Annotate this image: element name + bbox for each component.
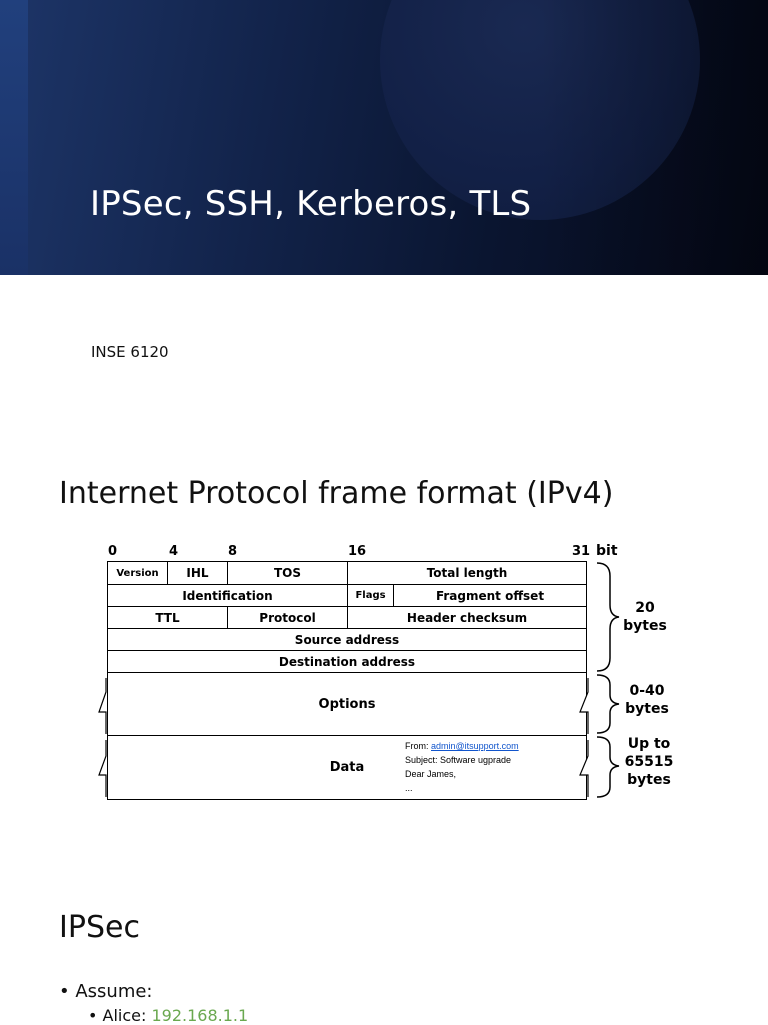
field-total-length: Total length: [426, 566, 508, 580]
email-from-line: [405, 739, 519, 753]
field-options: Options: [318, 696, 376, 712]
email-from-label: From:: [405, 741, 431, 751]
brace-label-line: bytes: [623, 618, 667, 634]
alice-label: Alice:: [102, 1006, 152, 1025]
brace-label-header: [622, 599, 668, 635]
email-from-link[interactable]: admin@itsupport.com: [431, 741, 519, 751]
field-protocol: Protocol: [228, 607, 348, 628]
field-ihl: IHL: [168, 562, 228, 584]
brace-label-data: [622, 735, 676, 789]
field-fragment-offset: Fragment offset: [435, 588, 545, 603]
brace-label-options: [622, 682, 672, 718]
brace-header: [597, 563, 619, 671]
field-destination-address: Destination address: [278, 654, 416, 669]
brace-label-line: bytes: [627, 772, 671, 788]
field-source-address: Source address: [294, 632, 400, 647]
brace-label-line: 20: [635, 600, 655, 616]
field-flags: Flags: [348, 585, 394, 606]
right-break-mark: [580, 740, 588, 797]
bit-number: 31: [572, 544, 591, 559]
email-subject: Subject: Software ugprade: [405, 755, 512, 765]
field-header-checksum: Header checksum: [406, 610, 528, 625]
bullet-text: Assume:: [75, 981, 153, 1002]
bit-unit-label: bit: [596, 543, 618, 559]
brace-label-line: 65515: [624, 754, 674, 770]
email-payload: [405, 739, 519, 795]
presentation-title: IPSec, SSH, Kerberos, TLS: [90, 184, 532, 224]
email-ellipsis: ...: [405, 783, 413, 793]
left-break-mark: [99, 740, 106, 797]
left-break-mark: [99, 678, 106, 734]
field-data: Data: [329, 760, 365, 775]
bit-number: 4: [169, 544, 179, 559]
bit-number: 0: [108, 544, 118, 559]
field-tos: TOS: [228, 562, 348, 584]
ipsec-slide-title: IPSec: [59, 910, 140, 945]
field-version: Version: [108, 562, 168, 584]
brace-label-line: Up to: [627, 736, 671, 752]
bullet-assume: • Assume:: [59, 981, 153, 1002]
alice-ip: 192.168.1.1: [151, 1006, 249, 1025]
course-code: INSE 6120: [91, 343, 169, 361]
field-ttl: TTL: [108, 607, 228, 628]
brace-label-line: 0-40: [629, 683, 665, 699]
bit-number: 8: [228, 544, 238, 559]
brace-options: [597, 675, 619, 733]
field-identification: Identification: [108, 585, 348, 606]
email-greeting: Dear James,: [405, 769, 457, 779]
bullet-alice: • Alice: 192.168.1.1: [88, 1006, 249, 1025]
brace-data: [597, 737, 619, 797]
brace-label-line: bytes: [625, 701, 669, 717]
right-break-mark: [580, 678, 588, 734]
bit-number: 16: [348, 544, 367, 559]
ipv4-slide-title: Internet Protocol frame format (IPv4): [59, 476, 614, 511]
